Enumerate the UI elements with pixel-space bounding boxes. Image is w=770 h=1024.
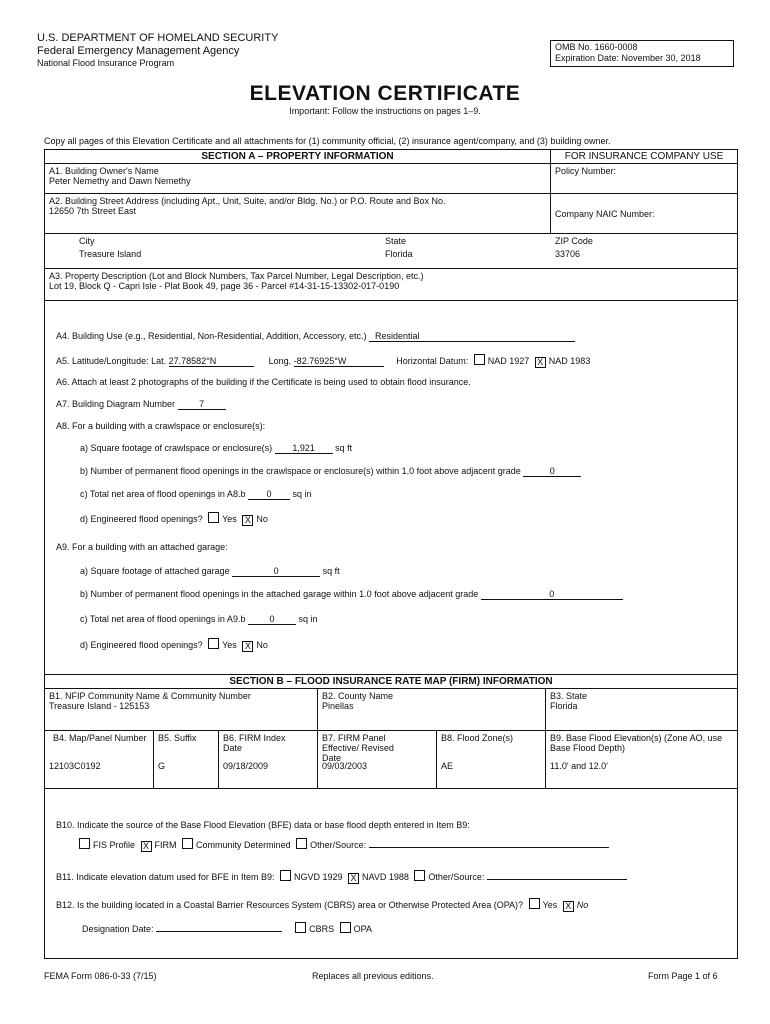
b12-yes-label: Yes xyxy=(542,900,558,910)
a8b-value[interactable]: 0 xyxy=(523,466,581,477)
section-b-title: SECTION B – FLOOD INSURANCE RATE MAP (FIRM) INFORMATION xyxy=(45,675,738,689)
zip-label: ZIP Code xyxy=(555,236,593,246)
omb-box xyxy=(550,40,734,67)
a8a-value[interactable]: 1,921 xyxy=(275,443,333,454)
b11-label: B11. Indicate elevation datum used for BFE in Item B9: xyxy=(56,872,275,882)
other-source-input[interactable] xyxy=(369,847,609,848)
opa-label: OPA xyxy=(353,924,372,934)
b12-label: B12. Is the building located in a Coastal Barrier Resources System (CBRS) area or Otherwise Protected Area (OPA)? xyxy=(56,900,524,910)
a9d-label: d) Engineered flood openings? xyxy=(80,640,203,650)
a9a-label: a) Square footage of attached garage xyxy=(80,566,230,576)
a8d-yes-checkbox[interactable] xyxy=(208,512,219,523)
a8a-label: a) Square footage of crawlspace or enclosure(s) xyxy=(80,443,273,453)
a8d-row xyxy=(80,512,268,526)
zip-value[interactable]: 33706 xyxy=(555,249,581,259)
a1-cell xyxy=(45,164,551,194)
copy-note: Copy all pages of this Elevation Certificate and all attachments for (1) community official, (2) insurance agent/company, and (3) building owner. xyxy=(44,136,611,146)
b1-label: B1. NFIP Community Name & Community Number xyxy=(49,691,251,701)
b3-label: B3. State xyxy=(550,691,588,701)
b3-cell xyxy=(546,689,738,731)
a1-label: A1. Building Owner's Name xyxy=(49,166,159,176)
cbrs-checkbox[interactable] xyxy=(295,922,306,933)
b12-no-checkbox[interactable]: X xyxy=(563,901,574,912)
city-label: City xyxy=(79,236,95,246)
a7-label: A7. Building Diagram Number xyxy=(56,399,176,409)
b10-options xyxy=(76,838,609,852)
section-a-title: SECTION A – PROPERTY INFORMATION xyxy=(45,150,551,164)
ngvd-checkbox[interactable] xyxy=(280,870,291,881)
policy-number-field[interactable] xyxy=(551,164,738,194)
fis-label: FIS Profile xyxy=(93,840,136,850)
company-use-header: FOR INSURANCE COMPANY USE xyxy=(551,150,738,164)
b2-cell xyxy=(318,689,546,731)
other-source2-label: Other/Source: xyxy=(428,872,485,882)
designation-input[interactable] xyxy=(156,931,282,932)
a9b-value[interactable]: 0 xyxy=(481,589,623,600)
other-source2-input[interactable] xyxy=(487,879,627,880)
page-number: Form Page 1 of 6 xyxy=(648,971,718,981)
long-value[interactable]: -82.76925°W xyxy=(294,356,384,367)
b8-label: B8. Flood Zone(s) xyxy=(441,733,514,743)
a5-row xyxy=(56,354,590,368)
a8b-row xyxy=(80,466,581,477)
a8c-row xyxy=(80,489,312,500)
a1-value[interactable]: Peter Nemethy and Dawn Nemethy xyxy=(49,176,191,186)
a8d-no-checkbox[interactable]: X xyxy=(242,515,253,526)
a9d-row xyxy=(80,638,268,652)
nad1983-label: NAD 1983 xyxy=(548,356,591,366)
naic-label: Company NAIC Number: xyxy=(555,208,655,219)
a2-label: A2. Building Street Address (including Apt., Unit, Suite, and/or Bldg. No.) or P.O. Route and Box No. xyxy=(49,196,446,206)
opa-checkbox[interactable] xyxy=(340,922,351,933)
a7-row xyxy=(56,399,226,410)
form-id: FEMA Form 086-0-33 (7/15) xyxy=(44,971,157,981)
nad1927-label: NAD 1927 xyxy=(487,356,530,366)
a9c-value[interactable]: 0 xyxy=(248,614,296,625)
a2-value[interactable]: 12650 7th Street East xyxy=(49,206,137,216)
b7-label: B7. FIRM Panel Effective/ Revised Date xyxy=(322,733,394,763)
b4-label: B4. Map/Panel Number xyxy=(53,733,147,743)
nad1927-checkbox[interactable] xyxy=(474,354,485,365)
a8c-value[interactable]: 0 xyxy=(248,489,290,500)
agency-line-2: Federal Emergency Management Agency xyxy=(37,45,240,57)
a4-label: A4. Building Use (e.g., Residential, Non-Residential, Addition, Accessory, etc.) xyxy=(56,331,367,341)
a9d-yes-label: Yes xyxy=(222,640,237,650)
b6-value[interactable]: 09/18/2009 xyxy=(223,761,269,771)
section-b-table xyxy=(44,674,738,789)
designation-row xyxy=(82,922,372,934)
a9a-unit: sq ft xyxy=(322,566,340,576)
a9-label: A9. For a building with an attached garage: xyxy=(56,542,228,552)
b7-cell xyxy=(318,731,437,789)
omb-number: OMB No. 1660-0008 xyxy=(555,42,638,52)
a8a-unit: sq ft xyxy=(335,443,353,453)
b8-value[interactable]: AE xyxy=(441,761,454,771)
long-label: Long. xyxy=(268,356,292,366)
navd-label: NAVD 1988 xyxy=(362,872,409,882)
b4-value[interactable]: 12103C0192 xyxy=(49,761,101,771)
b7-value[interactable]: 09/03/2003 xyxy=(322,761,368,771)
a8d-label: d) Engineered flood openings? xyxy=(80,514,203,524)
a9d-no-label: No xyxy=(256,640,268,650)
b9-label: B9. Base Flood Elevation(s) (Zone AO, use Base Flood Depth) xyxy=(550,733,723,753)
important-note: Important: Follow the instructions on pages 1–9. xyxy=(289,106,481,116)
a9a-value[interactable]: 0 xyxy=(232,566,320,577)
a9c-unit: sq in xyxy=(298,614,318,624)
datum-label: Horizontal Datum: xyxy=(396,356,469,366)
section-a-table xyxy=(44,149,738,301)
b1-cell xyxy=(45,689,318,731)
b12-no-label: No xyxy=(576,900,589,910)
naic-field[interactable] xyxy=(551,194,738,234)
b8-cell xyxy=(437,731,546,789)
a5-label: A5. Latitude/Longitude: xyxy=(56,356,149,366)
fis-checkbox[interactable] xyxy=(79,838,90,849)
agency-line-1: U.S. DEPARTMENT OF HOMELAND SECURITY xyxy=(37,32,279,44)
community-checkbox[interactable] xyxy=(182,838,193,849)
a8d-no-label: No xyxy=(256,514,268,524)
firm-checkbox[interactable]: X xyxy=(141,841,152,852)
b2-value[interactable]: Pinellas xyxy=(322,701,354,711)
b4-cell xyxy=(45,731,154,789)
b6-label: B6. FIRM Index Date xyxy=(223,733,286,753)
navd-checkbox[interactable]: X xyxy=(348,873,359,884)
b12-row xyxy=(56,898,588,912)
replaces-note: Replaces all previous editions. xyxy=(312,971,434,981)
a8d-yes-label: Yes xyxy=(222,514,237,524)
b9-value[interactable]: 11.0' and 12.0' xyxy=(550,761,608,771)
a4-value[interactable]: Residential xyxy=(369,331,575,342)
a8-label: A8. For a building with a crawlspace or enclosure(s): xyxy=(56,421,266,431)
community-label: Community Determined xyxy=(196,840,291,850)
b5-label: B5. Suffix xyxy=(158,733,197,743)
agency-line-3: National Flood Insurance Program xyxy=(37,58,175,68)
b5-cell xyxy=(154,731,219,789)
b6-cell xyxy=(219,731,318,789)
a9d-yes-checkbox[interactable] xyxy=(208,638,219,649)
other-source-checkbox[interactable] xyxy=(296,838,307,849)
a3-value[interactable]: Lot 19, Block Q - Capri Isle - Plat Book 49, page 36 - Parcel #14-31-15-13302-017-0190 xyxy=(49,281,400,291)
a8b-label: b) Number of permanent flood openings in the crawlspace or enclosure(s) within 1.0 foot above adjacent grade xyxy=(80,466,521,476)
b3-value[interactable]: Florida xyxy=(550,701,578,711)
b10-label: B10. Indicate the source of the Base Flood Elevation (BFE) data or base flood depth entered in Item B9: xyxy=(56,820,470,830)
designation-label: Designation Date: xyxy=(82,924,154,934)
b9-cell xyxy=(546,731,738,789)
a8c-unit: sq in xyxy=(292,489,312,499)
b2-label: B2. County Name xyxy=(322,691,394,701)
a4-row xyxy=(56,331,575,342)
b1-value[interactable]: Treasure Island - 125153 xyxy=(49,701,150,711)
state-label: State xyxy=(385,236,407,246)
a9b-row xyxy=(80,589,623,600)
a9d-no-checkbox[interactable]: X xyxy=(242,641,253,652)
a9a-row xyxy=(80,566,340,577)
city-value[interactable]: Treasure Island xyxy=(79,249,142,259)
b5-value[interactable]: G xyxy=(158,761,166,771)
ngvd-label: NGVD 1929 xyxy=(293,872,343,882)
b11-row xyxy=(56,870,627,884)
a7-value[interactable]: 7 xyxy=(178,399,226,410)
a8a-row xyxy=(80,443,352,454)
firm-label: FIRM xyxy=(154,840,177,850)
cbrs-label: CBRS xyxy=(309,924,335,934)
a9b-label: b) Number of permanent flood openings in the attached garage within 1.0 foot above adjacent grade xyxy=(80,589,479,599)
a2-cell xyxy=(45,194,551,234)
lat-value[interactable]: 27.78582°N xyxy=(169,356,254,367)
a6-label: A6. Attach at least 2 photographs of the building if the Certificate is being used to obtain flood insurance. xyxy=(56,377,471,387)
state-value[interactable]: Florida xyxy=(385,249,413,259)
other-source-label: Other/Source: xyxy=(310,840,367,850)
a8c-label: c) Total net area of flood openings in A8.b xyxy=(80,489,246,499)
a9c-row xyxy=(80,614,318,625)
expiration-date: Expiration Date: November 30, 2018 xyxy=(555,53,701,63)
a3-cell xyxy=(45,269,738,301)
b12-yes-checkbox[interactable] xyxy=(529,898,540,909)
lat-label: Lat. xyxy=(151,356,167,366)
policy-label: Policy Number: xyxy=(555,166,617,176)
a9c-label: c) Total net area of flood openings in A9.b xyxy=(80,614,246,624)
other-source2-checkbox[interactable] xyxy=(414,870,425,881)
page-title: ELEVATION CERTIFICATE xyxy=(249,82,521,105)
nad1983-checkbox[interactable]: X xyxy=(535,357,546,368)
a3-label: A3. Property Description (Lot and Block Numbers, Tax Parcel Number, Legal Description, etc.) xyxy=(49,271,424,281)
city-state-zip-row xyxy=(45,234,738,269)
